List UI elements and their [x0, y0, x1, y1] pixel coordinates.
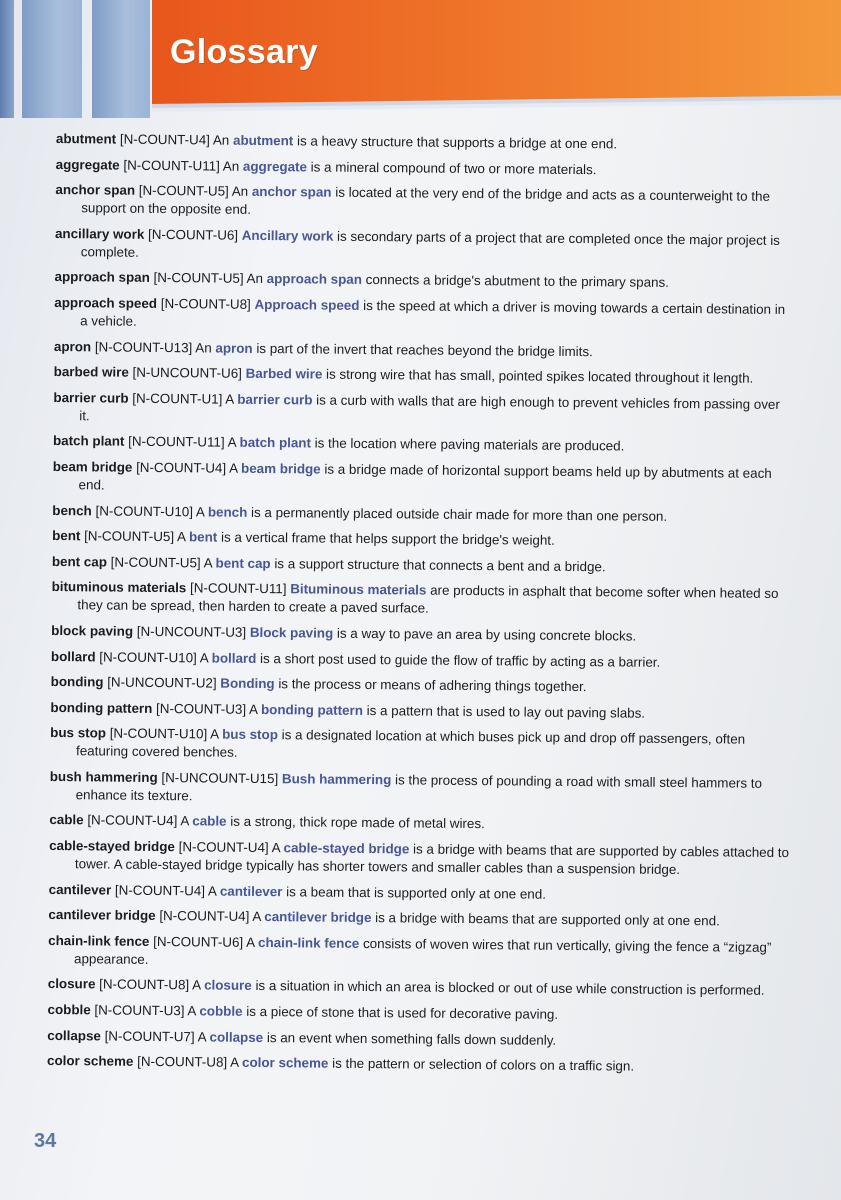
glossary-term: cable	[49, 812, 84, 828]
article: A	[180, 813, 189, 829]
highlighted-term: chain-link fence	[258, 934, 360, 951]
glossary-term: bent cap	[51, 553, 107, 570]
part-of-speech-tag: [N-COUNT-U4]	[178, 839, 269, 856]
definition-text: is a curb with walls that are high enough to prevent vehicles from passing over it.	[79, 392, 780, 424]
part-of-speech-tag: [N-COUNT-U5]	[153, 270, 244, 287]
glossary-term: chain-link fence	[48, 932, 150, 949]
glossary-entry	[50, 699, 790, 724]
glossary-entry	[48, 932, 788, 975]
definition-text: is the speed at which a driver is moving towards a certain destination in a vehicle.	[80, 297, 786, 329]
part-of-speech-tag: [N-UNCOUNT-U6]	[132, 364, 243, 381]
definition-text: is a mineral compound of two or more materials.	[310, 159, 597, 177]
glossary-term: bush hammering	[49, 768, 158, 785]
part-of-speech-tag: [N-COUNT-U11]	[128, 434, 225, 450]
part-of-speech-tag: [N-COUNT-U6]	[147, 226, 239, 243]
highlighted-term: closure	[204, 977, 252, 994]
page-number: 34	[34, 1130, 57, 1152]
highlighted-term: Bituminous materials	[290, 581, 427, 598]
highlighted-term: bonding pattern	[260, 701, 364, 718]
article: A	[197, 1029, 206, 1045]
glossary-term: apron	[53, 338, 92, 354]
glossary-term: barrier curb	[53, 389, 129, 406]
part-of-speech-tag: [N-COUNT-U3]	[94, 1002, 185, 1019]
glossary-entry	[51, 622, 791, 647]
highlighted-term: Approach speed	[254, 296, 360, 313]
definition-text: is part of the invert that reaches beyond the bridge limits.	[256, 340, 593, 359]
article: An	[212, 132, 230, 148]
glossary-term: bus stop	[50, 725, 107, 741]
definition-text: is a beam that is supported only at one end.	[286, 883, 547, 902]
glossary-entry	[51, 578, 791, 621]
part-of-speech-tag: [N-COUNT-U5]	[84, 528, 175, 545]
glossary-term: approach span	[54, 269, 150, 286]
decorative-bar	[0, 0, 14, 118]
part-of-speech-tag: [N-UNCOUNT-U3]	[136, 623, 247, 640]
part-of-speech-tag: [N-COUNT-U4]	[87, 812, 178, 829]
highlighted-term: cable	[192, 813, 227, 830]
article: A	[207, 883, 217, 899]
glossary-entry	[55, 181, 795, 224]
article: An	[231, 183, 249, 200]
glossary-term: collapse	[47, 1027, 101, 1044]
definition-text: is a permanently placed outside chair made for more than one person.	[251, 504, 668, 524]
definition-text: is the location where paving materials are produced.	[314, 435, 625, 454]
glossary-term: bonding pattern	[50, 699, 153, 716]
definition-text: is located at the very end of the bridge and acts as a counterweight to the support on the opposite end.	[81, 184, 771, 218]
glossary-list	[47, 130, 796, 1085]
glossary-entry	[50, 768, 790, 811]
definition-text: is a strong, thick rope made of metal wires.	[230, 814, 485, 832]
glossary-term: cable-stayed bridge	[49, 838, 175, 855]
part-of-speech-tag: [N-COUNT-U8]	[160, 295, 251, 312]
glossary-entry	[51, 647, 791, 672]
part-of-speech-tag: [N-COUNT-U10]	[109, 725, 208, 742]
highlighted-term: approach span	[266, 271, 363, 288]
glossary-term: batch plant	[52, 433, 125, 450]
article: A	[230, 1054, 239, 1071]
glossary-term: barbed wire	[53, 364, 129, 380]
definition-text: are products in asphalt that become softer when heated so they can be spread, then harden to create a paved surface.	[77, 582, 779, 616]
highlighted-term: bent cap	[215, 555, 271, 571]
part-of-speech-tag: [N-COUNT-U5]	[110, 554, 201, 571]
glossary-entry	[51, 673, 791, 698]
glossary-entry	[49, 811, 789, 836]
definition-text: is a heavy structure that supports a bridge at one end.	[296, 133, 618, 152]
glossary-term: cantilever bridge	[48, 907, 156, 924]
part-of-speech-tag: [N-COUNT-U11]	[189, 580, 287, 597]
article: A	[252, 909, 261, 925]
highlighted-term: cantilever bridge	[264, 909, 372, 926]
part-of-speech-tag: [N-COUNT-U13]	[94, 338, 193, 355]
definition-text: is strong wire that has small, pointed spikes located throughout it length.	[325, 366, 754, 386]
highlighted-term: Barbed wire	[245, 365, 323, 382]
glossary-entry	[55, 225, 795, 268]
definition-text: is a vertical frame that helps support the bridge's weight.	[220, 529, 555, 548]
glossary-entry	[54, 338, 794, 363]
part-of-speech-tag: [N-UNCOUNT-U15]	[161, 769, 279, 787]
part-of-speech-tag: [N-COUNT-U8]	[99, 976, 190, 993]
glossary-entry	[53, 458, 793, 501]
glossary-term: abutment	[55, 130, 117, 147]
definition-text: is secondary parts of a project that are completed once the major project is complete.	[80, 228, 781, 260]
glossary-entry	[54, 268, 794, 293]
highlighted-term: Ancillary work	[241, 227, 334, 244]
article: An	[195, 339, 212, 356]
glossary-entry	[53, 432, 793, 457]
part-of-speech-tag: [N-COUNT-U10]	[95, 502, 194, 519]
glossary-term: bituminous materials	[51, 579, 187, 596]
definition-text: is a bridge with beams that are supported only at one end.	[375, 910, 720, 929]
highlighted-term: cobble	[199, 1003, 243, 1019]
glossary-entry	[54, 363, 794, 388]
definition-text: is an event when something falls down suddenly.	[266, 1029, 557, 1048]
article: A	[203, 555, 212, 571]
glossary-term: approach speed	[54, 294, 158, 311]
glossary-entry	[49, 837, 789, 880]
part-of-speech-tag: [N-COUNT-U4]	[114, 882, 206, 899]
glossary-term: cobble	[47, 1001, 91, 1018]
highlighted-term: Block paving	[249, 624, 334, 641]
glossary-entry	[56, 156, 796, 181]
article: A	[210, 726, 219, 742]
highlighted-term: barrier curb	[237, 391, 313, 408]
decorative-bar	[22, 0, 82, 118]
definition-text: is a support structure that connects a bent and a bridge.	[274, 555, 606, 575]
glossary-entry	[52, 527, 792, 552]
definition-text: is a bridge made of horizontal support beams held up by abutments at each end.	[78, 461, 772, 493]
glossary-term: bonding	[50, 674, 104, 690]
article: A	[192, 977, 201, 993]
definition-text: consists of woven wires that run vertically, giving the fence a “zigzag” appearance.	[73, 935, 772, 967]
part-of-speech-tag: [N-COUNT-U6]	[153, 933, 244, 950]
glossary-term: bollard	[50, 648, 96, 664]
highlighted-term: cantilever	[219, 883, 283, 899]
highlighted-term: bus stop	[222, 726, 278, 743]
highlighted-term: collapse	[209, 1029, 264, 1045]
part-of-speech-tag: [N-COUNT-U10]	[99, 648, 197, 665]
glossary-term: color scheme	[46, 1053, 134, 1070]
definition-text: is a pattern that is used to lay out paving slabs.	[366, 702, 646, 721]
definition-text: is the process or means of adhering things together.	[278, 676, 587, 695]
article: A	[177, 529, 186, 545]
part-of-speech-tag: [N-COUNT-U1]	[132, 390, 223, 407]
page-title: Glossary	[170, 33, 318, 71]
part-of-speech-tag: [N-COUNT-U5]	[138, 182, 229, 199]
highlighted-term: batch plant	[239, 435, 312, 451]
glossary-term: block paving	[51, 622, 134, 639]
glossary-term: aggregate	[55, 156, 120, 173]
glossary-entry	[56, 130, 796, 155]
glossary-entry	[47, 1052, 787, 1077]
glossary-entry	[52, 553, 792, 578]
part-of-speech-tag: [N-COUNT-U3]	[156, 700, 247, 717]
article: A	[249, 701, 258, 717]
article: An	[246, 271, 264, 287]
glossary-entry	[54, 294, 794, 337]
glossary-term: closure	[47, 976, 96, 992]
definition-text: is a piece of stone that is used for decorative paving.	[246, 1003, 559, 1022]
definition-text: is a way to pave an area by using concrete blocks.	[336, 625, 637, 644]
article: A	[229, 460, 238, 476]
glossary-term: bench	[52, 502, 92, 518]
definition-text: connects a bridge's abutment to the primary spans.	[365, 272, 669, 291]
part-of-speech-tag: [N-COUNT-U4]	[119, 131, 210, 148]
part-of-speech-tag: [N-COUNT-U4]	[136, 459, 227, 476]
glossary-entry	[48, 906, 788, 931]
highlighted-term: bench	[207, 504, 248, 520]
article: A	[227, 435, 236, 451]
highlighted-term: beam bridge	[240, 460, 321, 477]
article: A	[271, 840, 280, 856]
glossary-term: anchor span	[55, 182, 136, 198]
article: A	[187, 1003, 196, 1019]
highlighted-term: anchor span	[251, 184, 332, 200]
highlighted-term: cable-stayed bridge	[283, 840, 410, 857]
definition-text: is a situation in which an area is blocked or out of use while construction is performed.	[255, 978, 765, 999]
definition-text: is the process of pounding a road with small steel hammers to enhance its texture.	[75, 772, 763, 804]
highlighted-term: Bush hammering	[281, 771, 392, 788]
highlighted-term: abutment	[232, 132, 294, 149]
glossary-entry	[50, 724, 790, 767]
part-of-speech-tag: [N-COUNT-U7]	[104, 1028, 195, 1044]
part-of-speech-tag: [N-UNCOUNT-U2]	[107, 674, 217, 691]
highlighted-term: bollard	[211, 650, 257, 666]
glossary-entry	[53, 389, 793, 432]
glossary-entry	[49, 881, 789, 906]
glossary-entry	[47, 1027, 787, 1052]
definition-text: is a short post used to guide the flow of traffic by acting as a barrier.	[260, 650, 661, 670]
glossary-entry	[48, 975, 788, 1000]
article: A	[246, 934, 255, 950]
glossary-term: bent	[52, 528, 81, 544]
highlighted-term: color scheme	[242, 1055, 329, 1071]
highlighted-term: bent	[188, 529, 218, 545]
definition-text: is a designated location at which buses pick up and drop off passengers, often featuring covered benches.	[75, 727, 746, 761]
glossary-term: ancillary work	[54, 225, 145, 242]
definition-text: is a bridge with beams that are supported by cables attached to tower. A cable-stayed bridge typically has shorter towers and smaller cables than a suspension bridge.	[74, 841, 790, 878]
part-of-speech-tag: [N-COUNT-U4]	[159, 908, 250, 925]
article: A	[225, 391, 234, 407]
glossary-entry	[52, 502, 792, 527]
highlighted-term: Bonding	[220, 675, 275, 692]
article: A	[195, 503, 205, 519]
definition-text: is the pattern or selection of colors on a traffic sign.	[332, 1055, 635, 1074]
glossary-term: beam bridge	[52, 458, 133, 475]
article: An	[222, 158, 240, 174]
part-of-speech-tag: [N-COUNT-U11]	[123, 157, 220, 174]
glossary-entry	[47, 1001, 787, 1026]
highlighted-term: aggregate	[242, 158, 308, 175]
glossary-term: cantilever	[48, 881, 112, 898]
highlighted-term: apron	[215, 340, 253, 356]
article: A	[199, 649, 209, 665]
part-of-speech-tag: [N-COUNT-U8]	[137, 1054, 228, 1070]
decorative-bar	[92, 0, 150, 118]
